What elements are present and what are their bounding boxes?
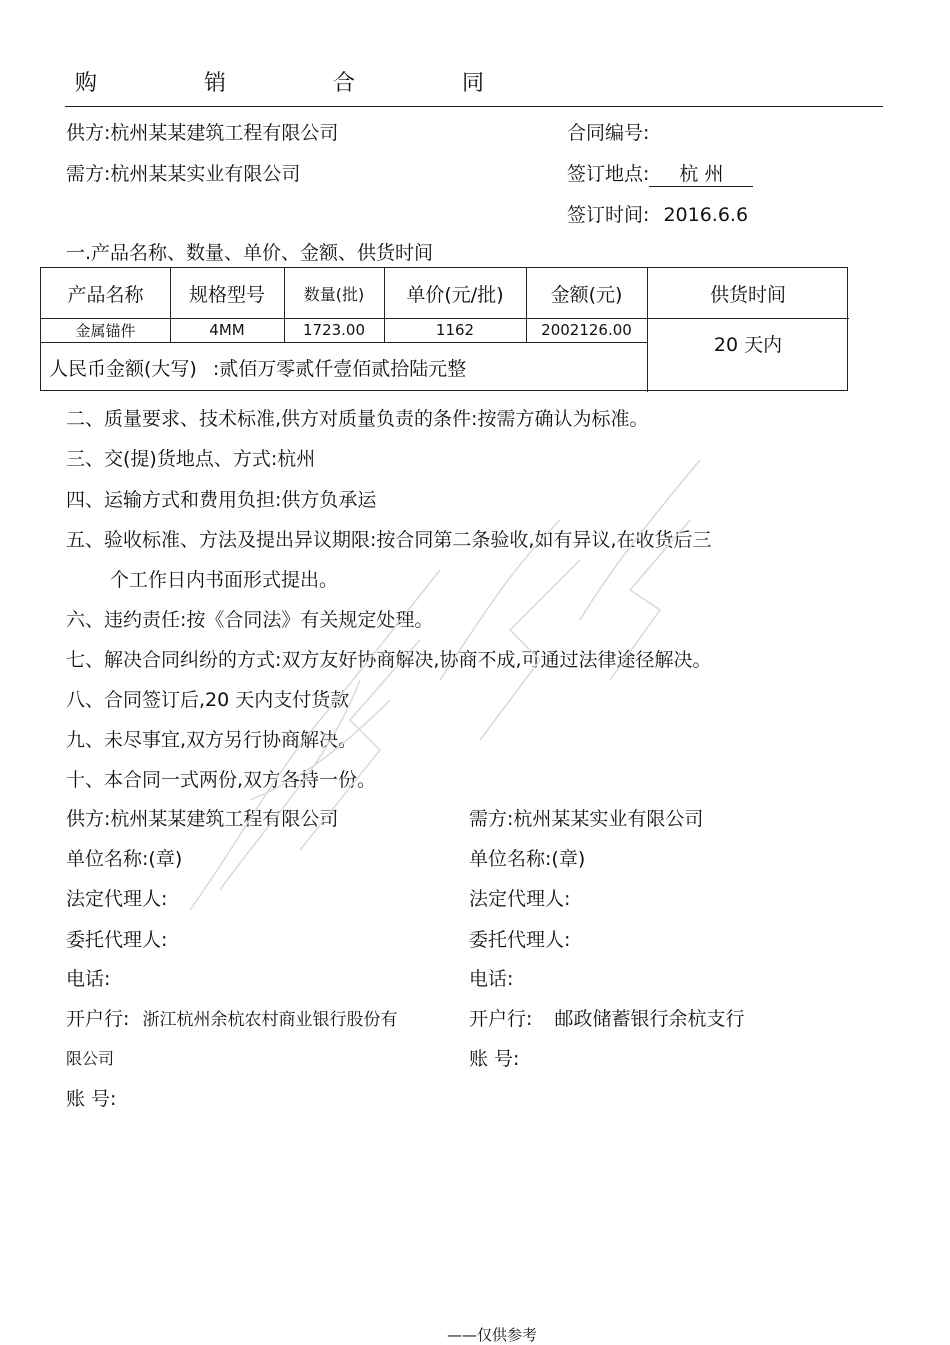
sign-place [567, 159, 753, 187]
right-party-name: 需方:杭州某某实业有限公司 [469, 808, 704, 830]
buyer-line: 需方:杭州某某实业有限公司 [66, 163, 301, 185]
cell-unit-price: 1162 [435, 321, 475, 339]
clause-7: 七、解决合同纠纷的方式:双方友好协商解决,协商不成,可通过法律途径解决。 [66, 649, 712, 671]
clause-8: 八、合同签订后,20 天内支付货款 [66, 689, 350, 711]
header-unit-price: 单价(元/批) [406, 283, 504, 306]
left-legal-rep: 法定代理人: [66, 888, 168, 910]
header-quantity: 数量(批) [303, 284, 365, 304]
clause-5: 五、验收标准、方法及提出异议期限:按合同第二条验收,如有异议,在收货后三 [66, 529, 712, 551]
clause-4: 四、运输方式和费用负担:供方负承运 [66, 489, 377, 511]
sign-date-value: 2016.6.6 [663, 204, 749, 226]
rmb-value: :贰佰万零贰仟壹佰贰拾陆元整 [212, 357, 467, 380]
left-party-name: 供方:杭州某某建筑工程有限公司 [66, 808, 339, 830]
sign-date [567, 200, 748, 227]
right-unit-name: 单位名称:(章) [469, 848, 586, 870]
cell-spec: 4MM [209, 321, 245, 339]
clause-6: 六、违约责任:按《合同法》有关规定处理。 [66, 609, 434, 631]
left-agent: 委托代理人: [66, 929, 168, 951]
clause-2: 二、质量要求、技术标准,供方对质量负责的条件:按需方确认为标准。 [66, 408, 649, 430]
sign-place-value: 杭 州 [649, 159, 753, 187]
supplier-line: 供方:杭州某某建筑工程有限公司 [66, 122, 339, 144]
right-bank [469, 1004, 744, 1031]
cell-product-name: 金属锚件 [75, 321, 136, 340]
left-bank-value: 浙江杭州余杭农村商业银行股份有 [142, 1010, 398, 1030]
left-bank-value-cont: 限公司 [66, 1049, 115, 1068]
header-amount: 金额(元) [550, 283, 623, 306]
sign-place-label: 签订地点: [567, 163, 650, 185]
rmb-label: 人民币金额(大写) [49, 357, 197, 380]
cell-amount: 2002126.00 [541, 321, 632, 339]
right-bank-label: 开户行: [469, 1008, 533, 1030]
cell-delivery-time: 20 天内 [713, 333, 783, 356]
rmb-amount [41, 342, 647, 392]
header-spec: 规格型号 [188, 283, 265, 306]
footer-note: ——仅供参考 [447, 1326, 538, 1344]
right-bank-value: 邮政储蓄银行余杭支行 [554, 1008, 745, 1030]
contract-no-label: 合同编号: [567, 122, 650, 144]
left-account: 账 号: [66, 1088, 117, 1110]
clause-10: 十、本合同一式两份,双方各持一份。 [66, 769, 377, 791]
contract-title: 购 销 合 同 [75, 71, 534, 96]
sign-date-label: 签订时间: [567, 204, 650, 226]
right-phone: 电话: [469, 968, 514, 990]
right-legal-rep: 法定代理人: [469, 888, 571, 910]
left-bank [66, 1004, 398, 1031]
clause-5-cont: 个工作日内书面形式提出。 [110, 569, 339, 591]
header-product-name: 产品名称 [67, 283, 144, 306]
right-account: 账 号: [469, 1048, 520, 1070]
cell-quantity: 1723.00 [302, 321, 366, 339]
product-table [40, 267, 848, 391]
left-bank-label: 开户行: [66, 1008, 130, 1030]
section1-title: 一.产品名称、数量、单价、金额、供货时间 [66, 242, 434, 264]
right-agent: 委托代理人: [469, 929, 571, 951]
left-phone: 电话: [66, 968, 111, 990]
title-rule [65, 106, 883, 107]
clause-9: 九、未尽事宜,双方另行协商解决。 [66, 729, 358, 751]
left-unit-name: 单位名称:(章) [66, 848, 183, 870]
header-delivery-time: 供货时间 [709, 283, 786, 306]
clause-3: 三、交(提)货地点、方式:杭州 [66, 448, 316, 470]
